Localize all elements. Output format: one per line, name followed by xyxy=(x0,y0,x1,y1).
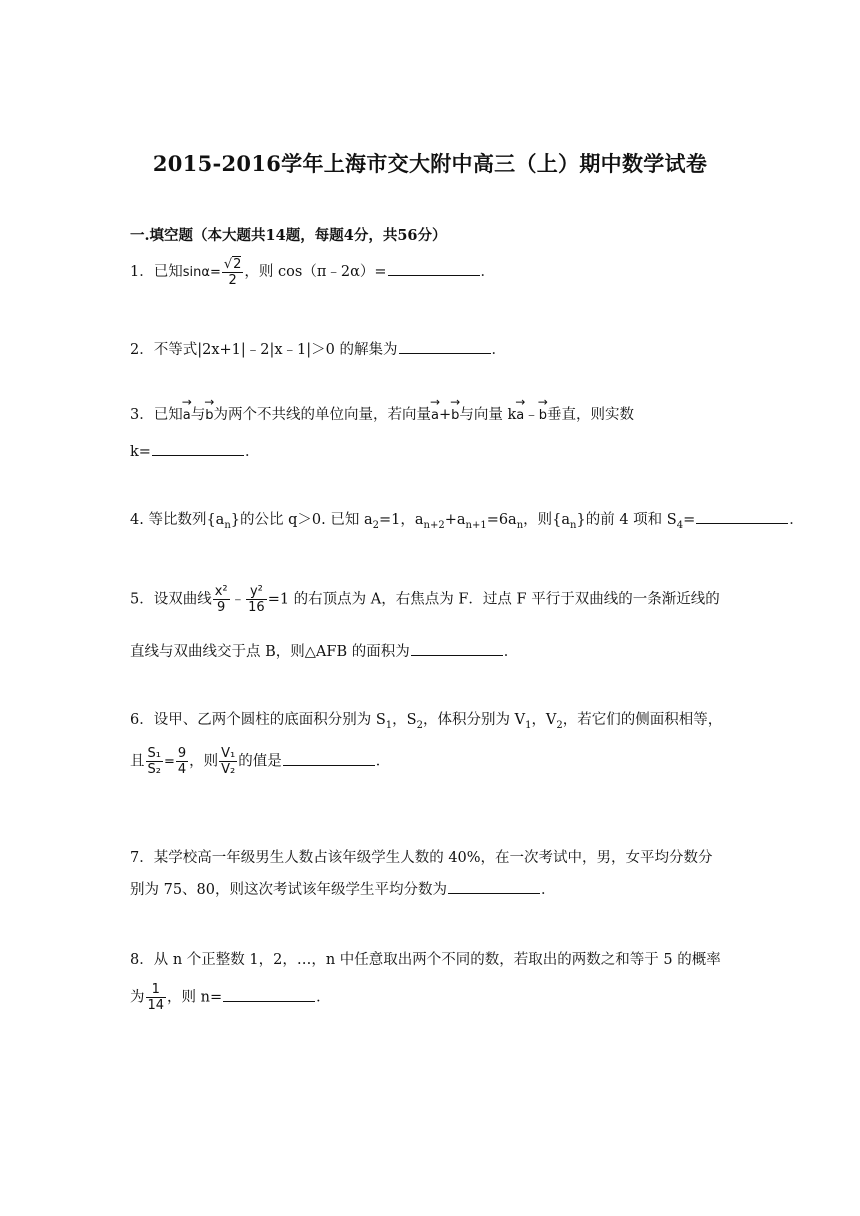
answer-blank[interactable] xyxy=(696,509,788,524)
fraction-root2-over-2: $\frac{√2}{2}$ xyxy=(223,257,242,288)
question-4-text: 4. 等比数列$\{a_n\}$的公比 q＞0. 已知 $a_2=1$，$a_{n+2}+a_{n+1}=6a_n$，则$\{a_n\}$的前 4 项和 $S_4=$ xyxy=(130,512,696,531)
answer-blank[interactable] xyxy=(152,441,244,456)
answer-blank[interactable] xyxy=(448,879,540,894)
answer-blank[interactable] xyxy=(223,987,315,1002)
exam-title: 2015-2016学年上海市交大附中高三（上）期中数学试卷 xyxy=(152,151,708,176)
fraction-x2-over-9: $\frac{\text{x²}}{9}$ xyxy=(214,584,228,615)
question-5: 5．设双曲线 $\frac{\text{x²}}{9}$ ﹣ $\frac{\text{y²}}{16}$ =1 的右顶点为 A，右焦点为 F．过点 F 平行于双曲线的一条渐近线的 xyxy=(130,584,720,615)
fraction-9-over-4: $\frac{9}{4}$ xyxy=(177,746,187,777)
question-7-line-2: 别为 75、80，则这次考试该年级学生平均分数为 ． xyxy=(130,878,556,899)
vector-b: → b xyxy=(539,402,547,423)
question-7: 7．某学校高一年级男生人数占该年级学生人数的 40%，在一次考试中，男，女平均分数分 xyxy=(130,850,713,866)
question-2: 2．不等式|2x+1|﹣2|x﹣1|＞0 的解集为 ． xyxy=(130,338,506,359)
question-5-line-2: 直线与双曲线交于点 B，则△AFB 的面积为 ． xyxy=(130,640,518,661)
question-6 xyxy=(130,708,722,731)
answer-blank[interactable] xyxy=(411,641,503,656)
answer-blank[interactable] xyxy=(399,339,491,354)
question-4: 4. 等比数列$\{a_n\}$的公比 q＞0. 已知 $a_2=1$，$a_{n+2}+a_{n+1}=6a_n$，则$\{a_n\}$的前 4 项和 $S_4=$ ． xyxy=(130,508,804,531)
answer-blank[interactable] xyxy=(283,751,375,766)
vector-a: → a xyxy=(183,402,191,423)
fraction-s1-over-s2: $\frac{\text{S₁}}{\text{S₂}}$ xyxy=(147,746,161,777)
answer-blank[interactable] xyxy=(388,261,480,276)
fraction-v1-over-v2: $\frac{\text{V₁}}{\text{V₂}}$ xyxy=(221,746,236,777)
question-6-line-2: 且 $\frac{\text{S₁}}{\text{S₂}}$ = $\frac{9}{4}$ ，则 $\frac{\text{V₁}}{\text{V₂}}$ 的值是 ． xyxy=(130,746,391,777)
sin-alpha: sinα xyxy=(182,265,210,280)
question-6-text: 6．设甲、乙两个圆柱的底面积分别为 $S_1$，$S_2$，体积分别为 $V_1$，$V_2$，若它们的侧面积相等， xyxy=(130,712,723,731)
fraction-y2-over-16: $\frac{\text{y²}}{16}$ xyxy=(248,584,265,615)
section-heading: 一.填空题（本大题共14题，每题4分，共56分） xyxy=(130,227,447,244)
vector-a: → a xyxy=(516,402,524,423)
fraction-1-over-14: $\frac{1}{14}$ xyxy=(147,982,165,1013)
vector-a: → a xyxy=(431,402,439,423)
vector-b: → b xyxy=(451,402,459,423)
question-3-line-2: k= ． xyxy=(130,440,259,461)
question-8: 8．从 n 个正整数 1，2，…，n 中任意取出两个不同的数，若取出的两数之和等于 5 的概率 xyxy=(130,952,721,968)
question-3: 3．已知→ a与→ b为两个不共线的单位向量，若向量→ a+→ b与向量 k→ a﹣→ b垂直，则实数 xyxy=(130,402,634,424)
vector-b: → b xyxy=(205,402,213,423)
question-8-line-2: 为 $\frac{1}{14}$ ，则 n= ． xyxy=(130,982,331,1013)
question-1: 1．已知sinα= $\frac{√2}{2}$ ，则 cos（π﹣2α）= ． xyxy=(130,257,496,288)
